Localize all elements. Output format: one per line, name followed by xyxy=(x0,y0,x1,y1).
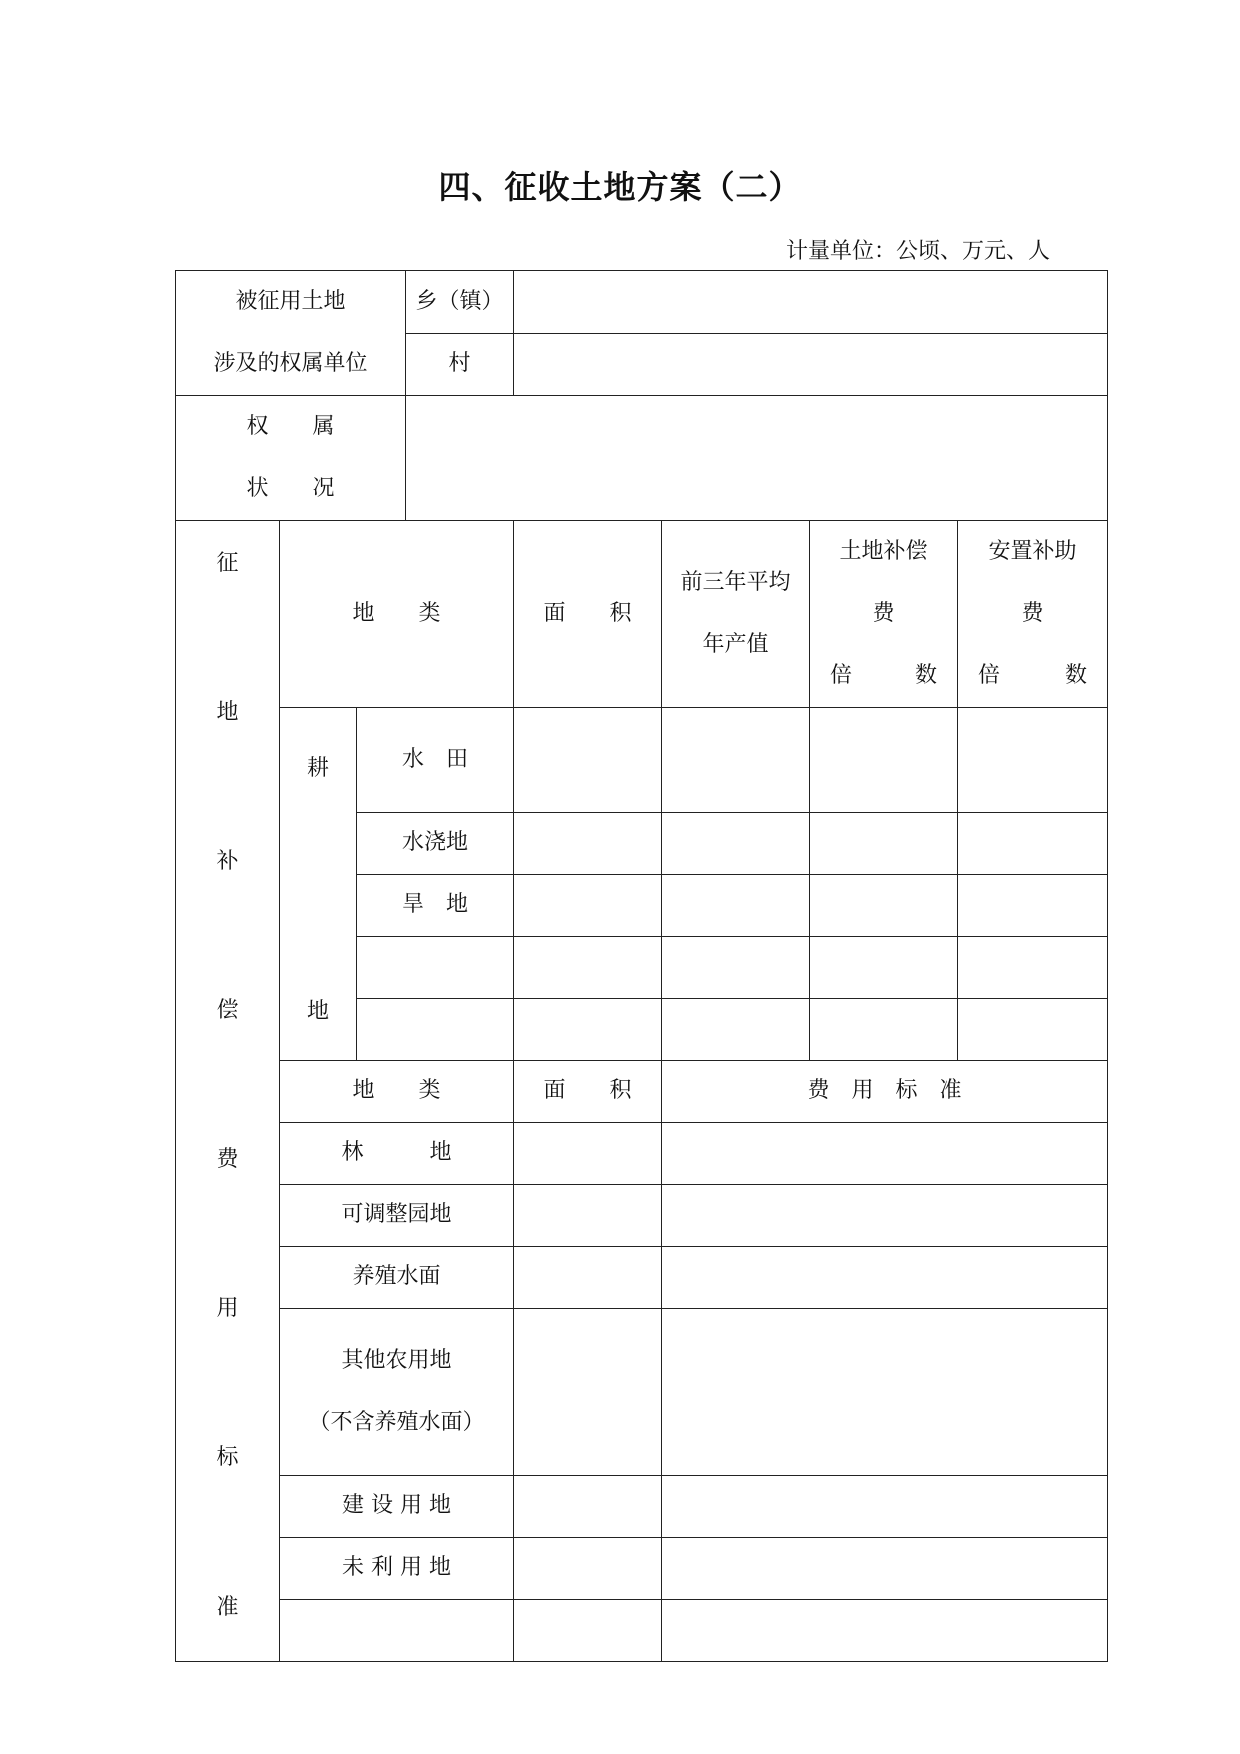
village-value[interactable] xyxy=(514,333,1108,396)
other-area-header: 面 积 xyxy=(514,1060,662,1122)
side-char: 标 xyxy=(216,1445,239,1471)
cultivated-char: 耕 xyxy=(306,755,329,781)
other-agri-line2: （不含养殖水面） xyxy=(308,1409,485,1435)
cell-area[interactable] xyxy=(514,1476,662,1538)
cell-fee-standard[interactable] xyxy=(662,1122,1108,1184)
farmland-type-paddy: 水 田 xyxy=(357,708,514,813)
fee-standard-header: 费 用 标 准 xyxy=(662,1060,1108,1122)
land-compensation-line1: 土地补偿费 xyxy=(839,539,928,626)
cell-avg-output[interactable] xyxy=(662,936,810,998)
avg-output-header xyxy=(662,521,810,708)
cultivated-char: 地 xyxy=(306,999,329,1025)
cell-resettle[interactable] xyxy=(958,812,1108,874)
farmland-type-dry: 旱 地 xyxy=(357,874,514,936)
cell-avg-output[interactable] xyxy=(662,708,810,813)
page-title: 四、征收土地方案（二） xyxy=(438,168,802,206)
cell-land-comp[interactable] xyxy=(810,874,958,936)
ownership-status-line1: 权 属 xyxy=(246,414,335,439)
land-acquisition-table xyxy=(175,270,1108,1662)
side-char: 地 xyxy=(216,700,239,726)
cell-area[interactable] xyxy=(514,1308,662,1476)
side-char: 费 xyxy=(216,1147,239,1173)
resettlement-line2: 倍 数 xyxy=(978,663,1087,688)
cell-area[interactable] xyxy=(514,812,662,874)
farmland-type-irrigated: 水浇地 xyxy=(357,812,514,874)
cell-land-comp[interactable] xyxy=(810,812,958,874)
other-type-header: 地 类 xyxy=(280,1060,514,1122)
cell-area[interactable] xyxy=(514,1184,662,1246)
side-char: 用 xyxy=(216,1296,239,1322)
other-type-blank[interactable] xyxy=(280,1600,514,1662)
compensation-standard-side-label xyxy=(176,521,280,1662)
cell-area[interactable] xyxy=(514,874,662,936)
other-type-other-agricultural xyxy=(280,1308,514,1476)
cell-fee-standard[interactable] xyxy=(662,1538,1108,1600)
resettlement-line1: 安置补助费 xyxy=(988,539,1077,626)
other-type-unused: 未 利 用 地 xyxy=(280,1538,514,1600)
farmland-type-blank[interactable] xyxy=(357,936,514,998)
cell-area[interactable] xyxy=(514,936,662,998)
ownership-status-label xyxy=(176,396,406,521)
avg-output-line2: 年产值 xyxy=(702,632,769,657)
land-compensation-line2: 倍 数 xyxy=(830,663,937,688)
cell-resettle[interactable] xyxy=(958,936,1108,998)
cell-avg-output[interactable] xyxy=(662,812,810,874)
ownership-unit-label-line2: 涉及的权属单位 xyxy=(213,351,368,376)
cell-area[interactable] xyxy=(514,1246,662,1308)
cell-fee-standard[interactable] xyxy=(662,1476,1108,1538)
cell-resettle[interactable] xyxy=(958,998,1108,1060)
ownership-status-line2: 状 况 xyxy=(246,476,335,501)
cell-fee-standard[interactable] xyxy=(662,1308,1108,1476)
farmland-area-header: 面 积 xyxy=(514,521,662,708)
cell-land-comp[interactable] xyxy=(810,936,958,998)
other-type-construction: 建 设 用 地 xyxy=(280,1476,514,1538)
ownership-unit-label-line1: 被征用土地 xyxy=(235,289,346,314)
cell-fee-standard[interactable] xyxy=(662,1184,1108,1246)
other-agri-line1: 其他农用地 xyxy=(341,1347,452,1373)
cell-area[interactable] xyxy=(514,1600,662,1662)
ownership-status-value[interactable] xyxy=(406,396,1108,521)
cell-land-comp[interactable] xyxy=(810,998,958,1060)
cell-area[interactable] xyxy=(514,708,662,813)
cell-fee-standard[interactable] xyxy=(662,1600,1108,1662)
cell-fee-standard[interactable] xyxy=(662,1246,1108,1308)
side-char: 补 xyxy=(216,849,239,875)
cell-avg-output[interactable] xyxy=(662,874,810,936)
side-char: 准 xyxy=(216,1594,239,1620)
cultivated-land-group-label xyxy=(280,708,357,1061)
other-type-forest: 林 地 xyxy=(280,1122,514,1184)
resettlement-subsidy-header xyxy=(958,521,1108,708)
farmland-type-header: 地 类 xyxy=(280,521,514,708)
other-type-adjustable-orchard: 可调整园地 xyxy=(280,1184,514,1246)
cell-resettle[interactable] xyxy=(958,708,1108,813)
farmland-type-blank[interactable] xyxy=(357,998,514,1060)
cell-area[interactable] xyxy=(514,1538,662,1600)
side-char: 偿 xyxy=(216,998,239,1024)
cell-resettle[interactable] xyxy=(958,874,1108,936)
side-char: 征 xyxy=(216,551,239,576)
cell-area[interactable] xyxy=(514,1122,662,1184)
township-label: 乡（镇） xyxy=(406,271,514,334)
ownership-unit-label xyxy=(176,271,406,396)
unit-note: 计量单位：公顷、万元、人 xyxy=(785,239,1050,264)
land-compensation-header xyxy=(810,521,958,708)
other-type-aquaculture: 养殖水面 xyxy=(280,1246,514,1308)
village-label: 村 xyxy=(406,333,514,396)
cell-land-comp[interactable] xyxy=(810,708,958,813)
township-value[interactable] xyxy=(514,271,1108,334)
cell-area[interactable] xyxy=(514,998,662,1060)
cell-avg-output[interactable] xyxy=(662,998,810,1060)
avg-output-line1: 前三年平均 xyxy=(680,570,791,595)
